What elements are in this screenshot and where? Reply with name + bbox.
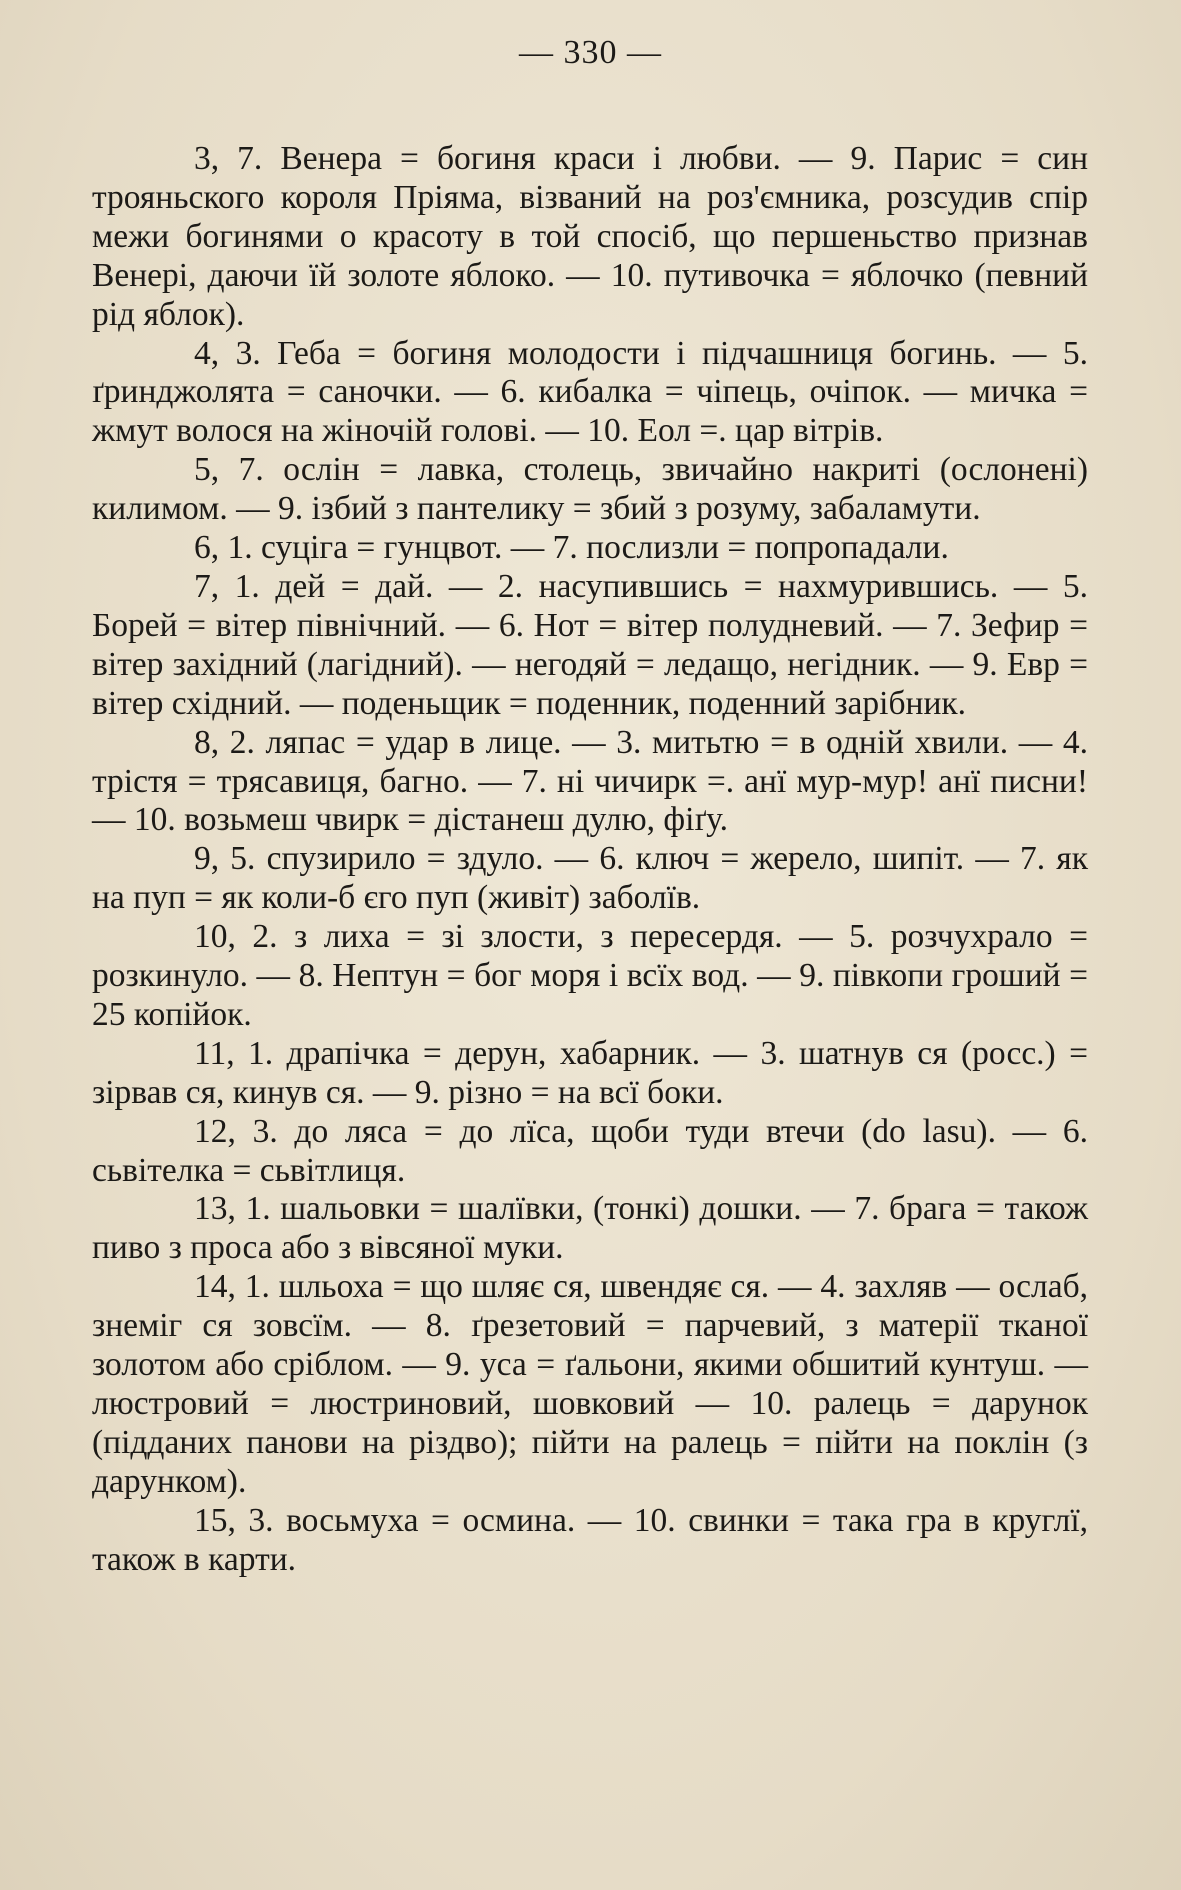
note-stanza-15: 15, 3. восьмуха = осмина. — 10. свинки = така гра в круглї, також в карти.: [92, 1501, 1088, 1578]
note-stanza-7: 7, 1. дей = дай. — 2. насупившись = нахмурившись. — 5. Борей = вітер північний. — 6. Нот = вітер полудневий. — 7. Зефир = вітер західний (лагідний). — негодяй = ледащо, негідник. — 9. Евр = вітер східний. — поденьщик = поденник, поденний зарібник.: [92, 567, 1088, 722]
note-stanza-4: 4, 3. Геба = богиня молодости і підчашниця богинь. — 5. ґринджолята = саночки. — 6. кибалка = чіпець, очіпок. — мичка = жмут волося на жіночій голові. — 10. Еол =. цар вітрів.: [92, 334, 1088, 450]
note-stanza-12: 12, 3. до ляса = до лїса, щоби туди втечи (do lasu). — 6. сьвітелка = сьвітлиця.: [92, 1112, 1088, 1189]
note-stanza-9: 9, 5. спузирило = здуло. — 6. ключ = жерело, шипіт. — 7. як на пуп = як коли-б єго пуп (живіт) заболїв.: [92, 840, 1088, 917]
page-number: — 330 —: [519, 34, 662, 71]
note-stanza-3: 3, 7. Венера = богиня краси і любви. — 9. Парис = син трояньского короля Пріяма, візваний на роз'ємника, розсудив спір межи богинями о красоту в той спосіб, що першеньство признав Венері, даючи їй золоте яблоко. — 10. путивочка = яблочко (певний рід яблок).: [92, 140, 1088, 333]
note-stanza-8: 8, 2. ляпас = удар в лице. — 3. митьтю = в одній хвили. — 4. трістя = трясавиця, багно. — 7. ні чичирк =. анї мур-мур! анї писни! — 10. возьмеш чвирк = дістанеш дулю, фіґу.: [92, 723, 1088, 839]
note-stanza-10: 10, 2. з лиха = зі злости, з пересердя. — 5. розчухрало = розкинуло. — 8. Нептун = бог моря і всїх вод. — 9. півкопи гроший = 25 копійок.: [92, 918, 1088, 1033]
note-stanza-11: 11, 1. драпічка = дерун, хабарник. — 3. шатнув ся (росс.) = зірвав ся, кинув ся. — 9. різно = на всї боки.: [92, 1034, 1088, 1111]
note-stanza-14: 14, 1. шльоха = що шляє ся, швендяє ся. — 4. захляв — ослаб, знеміг ся зовсїм. — 8. ґрезетовий = парчевий, з матерії тканої золотом або сріблом. — 9. уса = ґальони, якими обшитий кунтуш. — люстровий = люстриновий, шовковий — 10. ралець = дарунок (підданих панови на різдво); пійти на ралець = пійти на поклін (з дарунком).: [92, 1268, 1088, 1500]
glossary-notes: [92, 140, 1088, 1580]
note-stanza-13: 13, 1. шальовки = шалївки, (тонкі) дошки. — 7. брага = також пиво з проса або з вівсяної муки.: [92, 1190, 1088, 1267]
note-stanza-5: 5, 7. ослін = лавка, столець, звичайно накриті (ослонені) килимом. — 9. ізбий з пантелику = збий з розуму, забаламути.: [92, 451, 1088, 528]
note-stanza-6: 6, 1. суціга = гунцвот. — 7. послизли = попропадали.: [194, 529, 949, 567]
